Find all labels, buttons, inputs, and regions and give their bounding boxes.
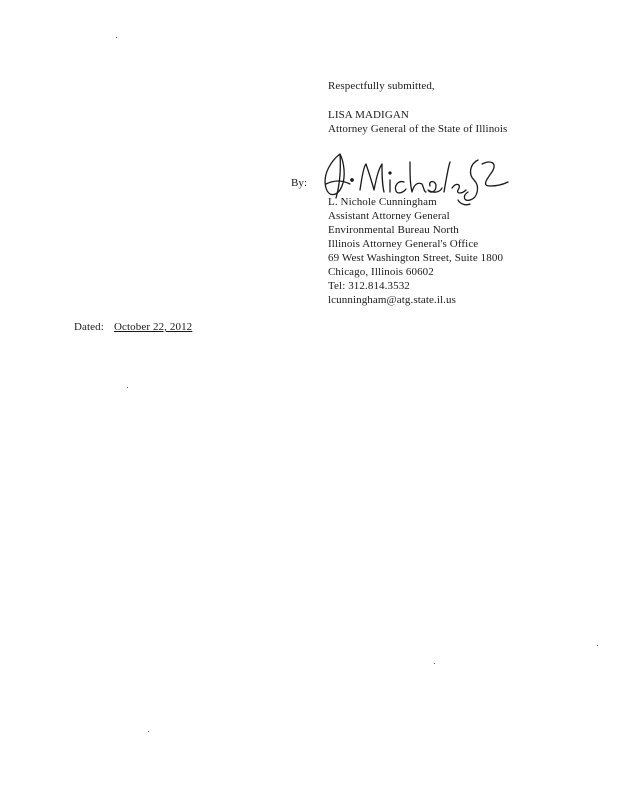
signer-name: L. Nichole Cunningham <box>328 196 437 208</box>
scan-speck <box>148 731 149 732</box>
attorney-general-title: Attorney General of the State of Illinois <box>328 123 508 135</box>
scan-speck <box>116 37 117 38</box>
attorney-general-name: LISA MADIGAN <box>328 109 409 121</box>
scan-speck <box>434 663 435 664</box>
scan-speck <box>597 645 598 646</box>
signer-city: Chicago, Illinois 60602 <box>328 266 434 278</box>
signer-title: Assistant Attorney General <box>328 210 450 222</box>
signer-tel: Tel: 312.814.3532 <box>328 280 410 292</box>
signer-email: lcunningham@atg.state.il.us <box>328 294 457 306</box>
signer-bureau: Environmental Bureau North <box>328 224 459 236</box>
dated-value: October 22, 2012 <box>114 321 193 333</box>
signer-office: Illinois Attorney General's Office <box>328 238 479 250</box>
signer-street: 69 West Washington Street, Suite 1800 <box>328 252 504 264</box>
by-label: By: <box>291 177 308 189</box>
closing-text: Respectfully submitted, <box>328 80 435 92</box>
scan-speck <box>127 387 128 388</box>
dated-label: Dated: <box>74 321 104 333</box>
